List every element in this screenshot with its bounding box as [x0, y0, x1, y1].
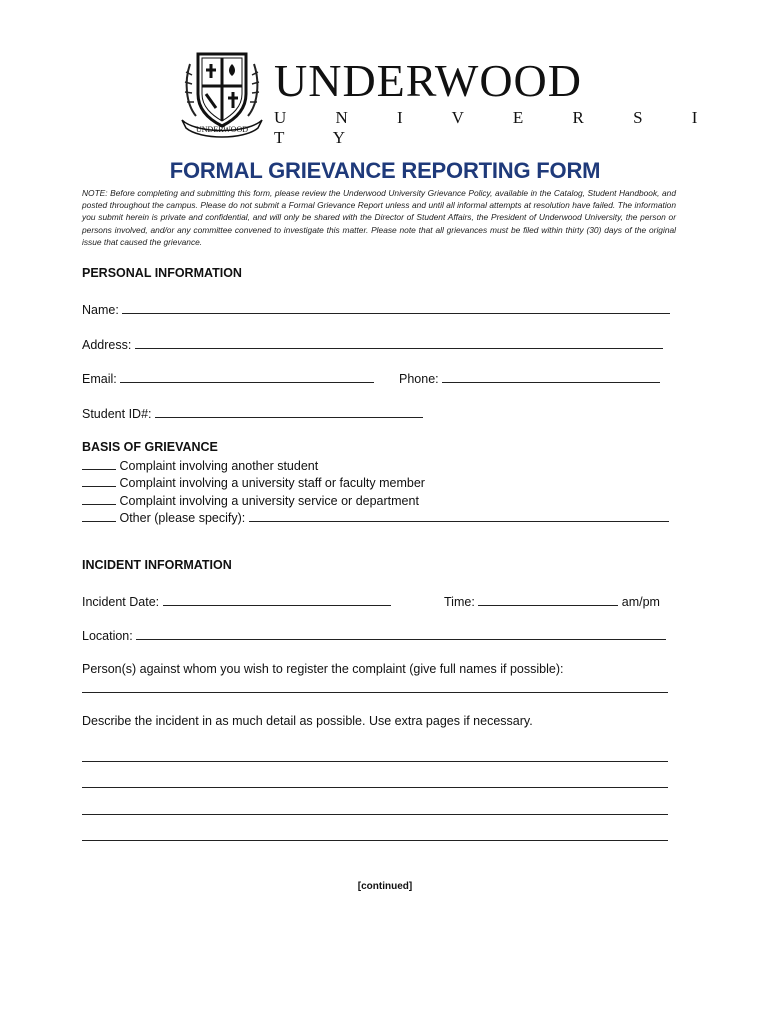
basis-option [82, 474, 425, 490]
basis-checkbox-blank[interactable] [82, 509, 116, 522]
description-line[interactable] [82, 761, 668, 762]
describe-label: Describe the incident in as much detail as possible. Use extra pages if necessary. [82, 714, 533, 728]
email-row [82, 370, 374, 386]
basis-checkbox-blank[interactable] [82, 457, 116, 470]
basis-option-label: Other (please specify): [119, 511, 246, 525]
location-row [82, 627, 666, 643]
svg-text:UNDERWOOD: UNDERWOOD [196, 125, 248, 134]
continued-note: [continued] [357, 881, 413, 892]
basis-option [82, 457, 318, 473]
email-label: Email: [82, 372, 117, 386]
university-crest-logo [176, 42, 268, 140]
basis-checkbox-blank[interactable] [82, 474, 116, 487]
incident-date-label: Incident Date: [82, 595, 160, 609]
student-id-field[interactable] [155, 405, 423, 418]
name-field[interactable] [122, 301, 670, 314]
address-field[interactable] [135, 336, 663, 349]
description-line[interactable] [82, 814, 668, 815]
name-row [82, 301, 670, 317]
incident-time-row [444, 593, 660, 609]
policy-note: NOTE: Before completing and submitting this form, please review the Underwood University Grievance Policy, available in the Catalog, Student Handbook, and posted throughout the campus. Please do not submit a Formal Grievance Report unless and until all informal attempts at resolution have failed. The information you submit herein is private and confidential, and will only be shared with the Director of Student Affairs, the President of Underwood University, the person or persons involved, and/or any committee convened to investigate this matter. Please note that all grievances must be filed within thirty (30) days of the original issue that caused the grievance. [82, 188, 676, 247]
basis-option-label: Complaint involving another student [119, 459, 319, 473]
description-line[interactable] [82, 787, 668, 788]
student-id-row [82, 405, 423, 421]
university-subtitle: U N I V E R S I T Y [274, 108, 720, 147]
basis-option [82, 492, 419, 508]
basis-option-label: Complaint involving a university service or department [119, 494, 419, 508]
page-title: FORMAL GRIEVANCE REPORTING FORM [169, 158, 601, 183]
university-name: UNDERWOOD [274, 55, 582, 106]
phone-label: Phone: [399, 372, 439, 386]
other-specify-field[interactable] [249, 509, 669, 522]
description-line[interactable] [82, 840, 668, 841]
phone-row [399, 370, 660, 386]
basis-checkbox-blank[interactable] [82, 492, 116, 505]
basis-option [82, 509, 669, 525]
incident-time-label: Time: [444, 595, 475, 609]
persons-label: Person(s) against whom you wish to register the complaint (give full names if possible): [82, 662, 564, 676]
incident-date-field[interactable] [163, 593, 391, 606]
personal-info-heading: PERSONAL INFORMATION [82, 266, 242, 280]
location-field[interactable] [136, 627, 666, 640]
incident-time-field[interactable] [478, 593, 618, 606]
persons-field[interactable] [82, 692, 668, 693]
address-label: Address: [82, 338, 132, 352]
incident-date-row [82, 593, 391, 609]
am-pm-label: am/pm [621, 595, 660, 609]
basis-heading: BASIS OF GRIEVANCE [82, 440, 218, 454]
address-row [82, 336, 663, 352]
phone-field[interactable] [442, 370, 660, 383]
location-label: Location: [82, 629, 133, 643]
name-label: Name: [82, 303, 119, 317]
email-field[interactable] [120, 370, 374, 383]
student-id-label: Student ID#: [82, 407, 152, 421]
basis-option-label: Complaint involving a university staff or faculty member [119, 476, 425, 490]
incident-heading: INCIDENT INFORMATION [82, 558, 232, 572]
